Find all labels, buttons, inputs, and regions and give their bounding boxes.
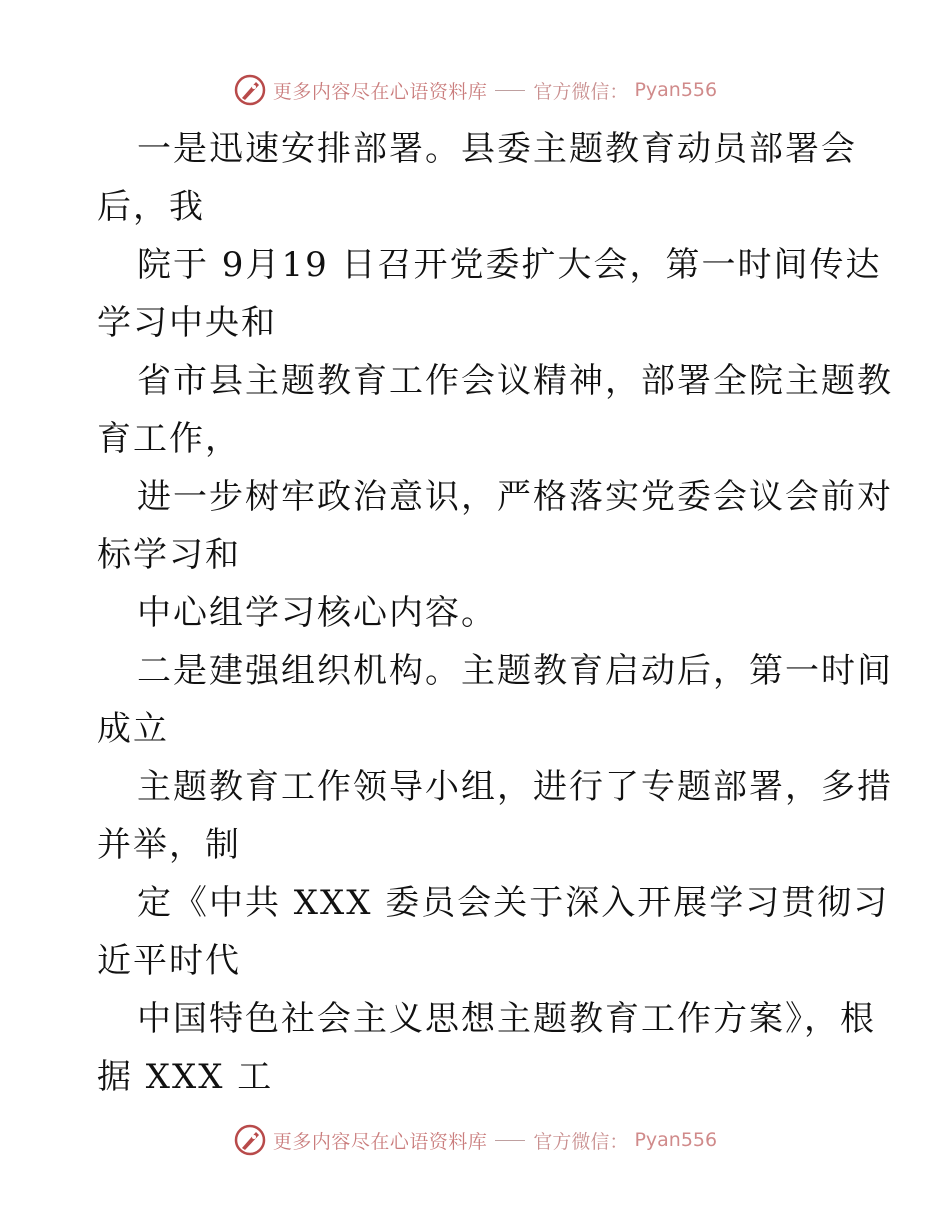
pen-nib-logo-icon [233, 1123, 267, 1157]
text-line: 后，我 [97, 187, 205, 227]
text-line: 据 XXX 工 [97, 1057, 274, 1097]
text-line: 近平时代 [97, 941, 241, 981]
text-line: 院于 9月19 日召开党委扩大会，第一时间传达 [137, 245, 882, 285]
watermark-wechat-label: 官方微信： [533, 80, 629, 103]
document-body [97, 120, 893, 1106]
watermark-brand-text: 更多内容尽在心语资料库 [272, 1130, 488, 1153]
pen-nib-logo-icon [233, 73, 267, 107]
text-line: 中心组学习核心内容。 [137, 593, 497, 633]
watermark-wechat-label: 官方微信： [533, 1130, 629, 1153]
watermark-dash [495, 1140, 525, 1141]
header-watermark [0, 70, 950, 110]
text-line: 学习中央和 [97, 303, 277, 343]
text-line: 育工作， [97, 419, 241, 459]
text-line: 二是建强组织机构。主题教育启动后，第一时间 [137, 651, 893, 691]
watermark-wechat-id: Pyan556 [634, 1129, 718, 1151]
text-line: 主题教育工作领导小组，进行了专题部署，多措 [137, 767, 893, 807]
text-line: 一是迅速安排部署。县委主题教育动员部署会 [137, 129, 857, 169]
text-line: 省市县主题教育工作会议精神，部署全院主题教 [137, 361, 893, 401]
text-line: 并举，制 [97, 825, 241, 865]
footer-watermark [0, 1120, 950, 1160]
watermark-wechat-id: Pyan556 [634, 79, 718, 101]
text-line: 标学习和 [97, 535, 241, 575]
text-line: 成立 [97, 709, 169, 749]
text-line: 定《中共 XXX 委员会关于深入开展学习贯彻习 [137, 883, 890, 923]
watermark-dash [495, 90, 525, 91]
watermark-brand-text: 更多内容尽在心语资料库 [272, 80, 488, 103]
text-line: 中国特色社会主义思想主题教育工作方案》，根 [137, 999, 876, 1039]
text-line: 进一步树牢政治意识，严格落实党委会议会前对 [137, 477, 893, 517]
